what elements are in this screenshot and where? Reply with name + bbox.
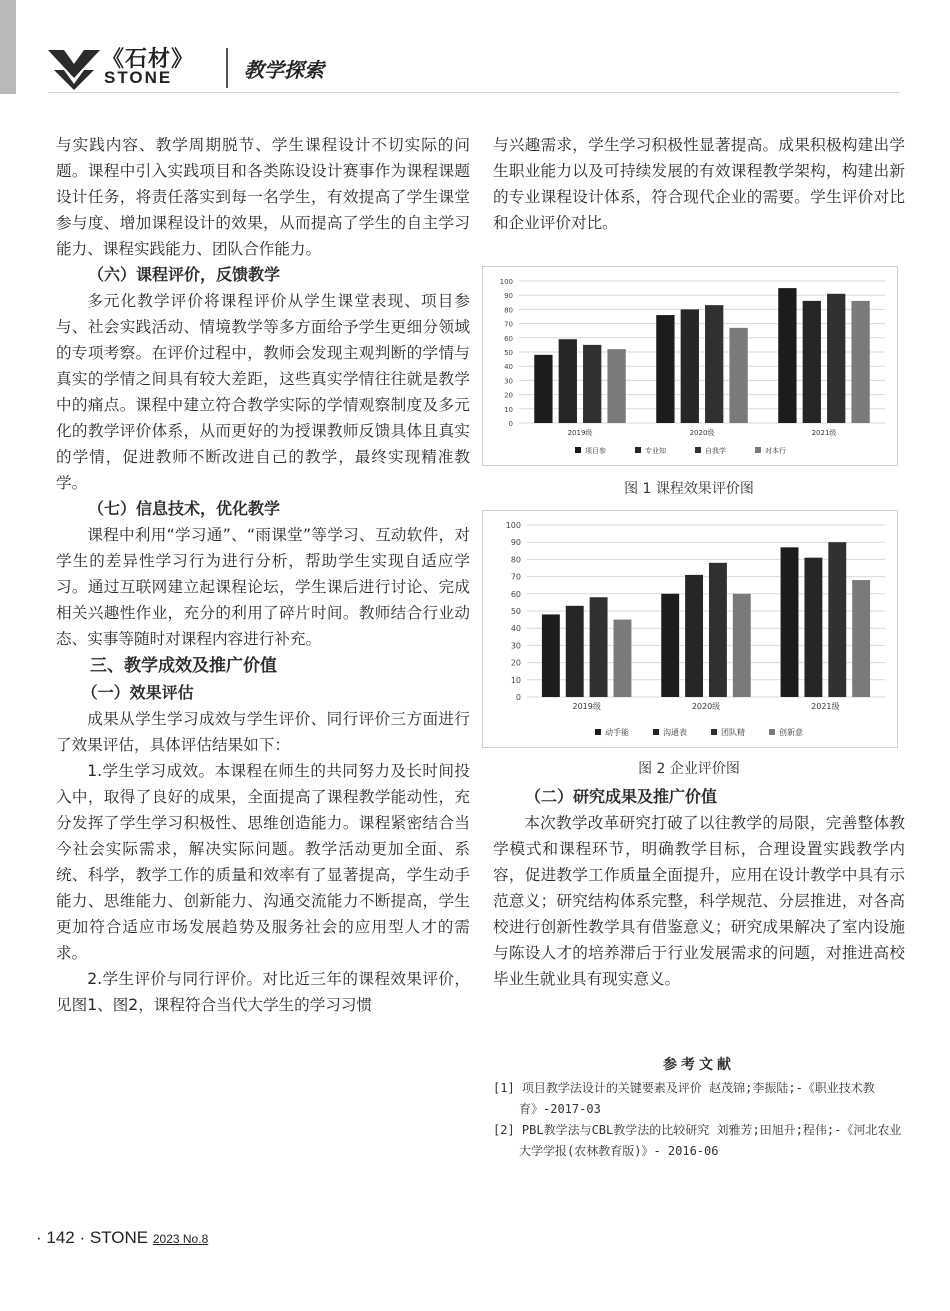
legend-label: 项目参	[585, 447, 606, 455]
section-heading: （一）效果评估	[81, 683, 194, 702]
legend-swatch	[653, 729, 659, 735]
bar	[803, 301, 821, 423]
logo-chinese-name: 《石材》	[102, 47, 195, 72]
x-tick-label: 2020级	[691, 702, 721, 711]
right-column-bottom	[493, 784, 905, 992]
x-tick-label: 2019级	[567, 429, 593, 437]
bar	[709, 563, 727, 697]
y-tick-label: 60	[510, 589, 521, 599]
references-title: 参考文献	[663, 1057, 735, 1073]
y-tick-label: 10	[504, 405, 513, 414]
paragraph: 多元化教学评价将课程评价从学生课堂表现、项目参与、社会实践活动、情境教学等多方面给予学生更细分领域的专项考察。在评价过程中，教师会发现主观判断的学情与真实的学情之间具有较大差距，这些真实学情往往就是教学中的痛点。课程中建立符合教学实际的学情观察制度及多元化的教学评价体系，从而更好的为授课教师反馈具体且真实的学情，促进教师不断改进自己的教学，最终实现精准教学。	[56, 292, 470, 492]
legend-label: 团队精	[721, 728, 745, 737]
paragraph: 与实践内容、教学周期脱节、学生课程设计不切实际的问题。课程中引入实践项目和各类陈设设计赛事作为课程课题设计任务，将责任落实到每一名学生，有效提高了学生课堂参与度、增加课程设计的效果，从而提高了学生的自主学习能力、课程实践能力、团队合作能力。	[56, 136, 470, 258]
paragraph: 1.学生学习成效。本课程在师生的共同努力及长时间投入中，取得了良好的成果，全面提高了课程教学能动性，充分发挥了学生学习积极性、思维创造能力。课程紧密结合当今社会实际需求，解决实际问题。教学活动更加全面、系统、科学，教学工作的质量和效率有了显著提高，学生动手能力、思维能力、创新能力、沟通交流能力不断提高，学生更加符合适应市场发展趋势及服务社会的应用型人才的需求。	[56, 762, 470, 962]
legend-swatch	[635, 447, 641, 453]
chart-1-caption: 图 1 课程效果评价图	[624, 481, 754, 497]
bar	[729, 328, 747, 423]
bar	[851, 301, 869, 423]
legend-swatch	[769, 729, 775, 735]
y-tick-label: 40	[504, 363, 513, 372]
paragraph: 2.学生评价与同行评价。对比近三年的课程效果评价，见图1、图2，课程符合当代大学生的学习习惯	[56, 970, 470, 1014]
bar	[559, 339, 577, 423]
y-tick-label: 70	[510, 572, 521, 582]
y-tick-label: 20	[504, 391, 513, 400]
legend-swatch	[575, 447, 581, 453]
header-divider	[226, 48, 228, 88]
bar	[614, 620, 632, 697]
header-rule	[48, 92, 900, 93]
bar	[852, 580, 870, 697]
y-tick-label: 0	[508, 420, 513, 428]
y-tick-label: 90	[510, 538, 521, 548]
reference-item: [2] PBL教学法与CBL教学法的比较研究 刘雅芳;田旭升;程伟;-《河北农业大学学报(农林教育版)》- 2016-06	[493, 1123, 902, 1158]
y-tick-label: 0	[515, 693, 521, 702]
left-column	[56, 132, 470, 1018]
right-column-top	[493, 132, 905, 236]
reference-item: [1] 项目教学法设计的关键要素及评价 赵茂锦;李振陆;-《职业技术教育》-2017-03	[493, 1081, 875, 1116]
page-header	[48, 40, 900, 92]
legend-swatch	[595, 729, 601, 735]
y-tick-label: 60	[504, 334, 513, 343]
legend-label: 自我学	[705, 447, 726, 455]
y-tick-label: 50	[504, 349, 513, 357]
chart-2	[482, 510, 898, 748]
bar	[590, 597, 608, 697]
section-heading: （六）课程评价，反馈教学	[88, 265, 281, 284]
chart-2-caption: 图 2 企业评价图	[638, 761, 740, 777]
bar	[534, 355, 552, 423]
page-number: · 142 · STONE	[36, 1228, 149, 1247]
x-tick-label: 2019级	[572, 702, 601, 711]
legend-label: 对本行	[765, 447, 786, 455]
y-tick-label: 30	[504, 377, 513, 386]
y-tick-label: 100	[499, 278, 513, 286]
page-footer	[36, 1228, 208, 1248]
section-heading: （二）研究成果及推广价值	[525, 787, 718, 806]
chart-1	[482, 266, 898, 466]
y-tick-label: 80	[510, 555, 521, 565]
legend-swatch	[711, 729, 717, 735]
bar	[827, 294, 845, 423]
y-tick-label: 10	[510, 675, 521, 685]
legend-swatch	[755, 447, 761, 453]
paragraph: 本次教学改革研究打破了以往教学的局限，完善整体教学模式和课程环节，明确教学目标，合理设置实践教学内容，促进教学工作质量全面提升，应用在设计教学中具有示范意义；研究结构体系完整，科学规范、分层推进，对各高校进行创新性教学具有借鉴意义；研究成果解决了室内设施与陈设人才的培养滞后于行业发展需求的问题，对推进高校毕业生就业具有现实意义。	[493, 814, 905, 988]
bar	[661, 594, 679, 697]
legend-label: 专业知	[645, 447, 666, 455]
issue-label: 2023 No.8	[152, 1232, 209, 1246]
chart-2-svg	[483, 511, 897, 747]
bar	[733, 594, 751, 697]
y-tick-label: 40	[510, 624, 521, 634]
y-tick-label: 80	[504, 306, 513, 315]
page-edge-band	[0, 0, 16, 94]
bar	[607, 349, 625, 423]
bar	[705, 305, 723, 423]
y-tick-label: 50	[510, 607, 521, 616]
legend-label: 动手能	[605, 728, 629, 737]
references-list	[493, 1078, 905, 1162]
y-tick-label: 100	[505, 521, 521, 530]
bar	[781, 547, 799, 697]
bar	[828, 542, 846, 697]
y-tick-label: 90	[504, 292, 513, 301]
x-tick-label: 2021级	[811, 702, 840, 711]
y-tick-label: 70	[504, 320, 513, 329]
bar	[681, 309, 699, 423]
y-tick-label: 20	[510, 658, 521, 668]
legend-label: 创新意	[779, 728, 803, 737]
paragraph: 与兴趣需求，学生学习积极性显著提高。成果积极构建出学生职业能力以及可持续发展的有效课程教学架构，构建出新的专业课程设计体系，符合现代企业的需要。学生评价对比和企业评价对比。	[493, 136, 905, 232]
stone-logo-icon	[48, 46, 100, 90]
logo-english-name: STONE	[104, 68, 173, 87]
bar	[804, 558, 822, 697]
section-title: 教学探索	[244, 58, 324, 82]
bar	[566, 606, 584, 697]
chapter-heading: 三、教学成效及推广价值	[90, 656, 277, 676]
bar	[583, 345, 601, 423]
bar	[656, 315, 674, 423]
bar	[542, 614, 560, 697]
bar	[778, 288, 796, 423]
legend-label: 沟通表	[663, 728, 687, 737]
y-tick-label: 30	[510, 641, 521, 651]
paragraph: 课程中利用“学习通”、“雨课堂”等学习、互动软件，对学生的差异性学习行为进行分析，帮助学生实现自适应学习。通过互联网建立起课程论坛，学生课后进行讨论、完成相关兴趣性作业，充分的利用了碎片时间。教师结合行业动态、实事等随时对课程内容进行补充。	[56, 526, 470, 648]
section-heading: （七）信息技术，优化教学	[88, 499, 281, 518]
paragraph: 成果从学生学习成效与学生评价、同行评价三方面进行了效果评估，具体评估结果如下：	[56, 710, 470, 754]
x-tick-label: 2021级	[811, 429, 837, 437]
chart-1-svg	[483, 267, 897, 465]
bar	[685, 575, 703, 697]
x-tick-label: 2020级	[689, 429, 715, 437]
legend-swatch	[695, 447, 701, 453]
